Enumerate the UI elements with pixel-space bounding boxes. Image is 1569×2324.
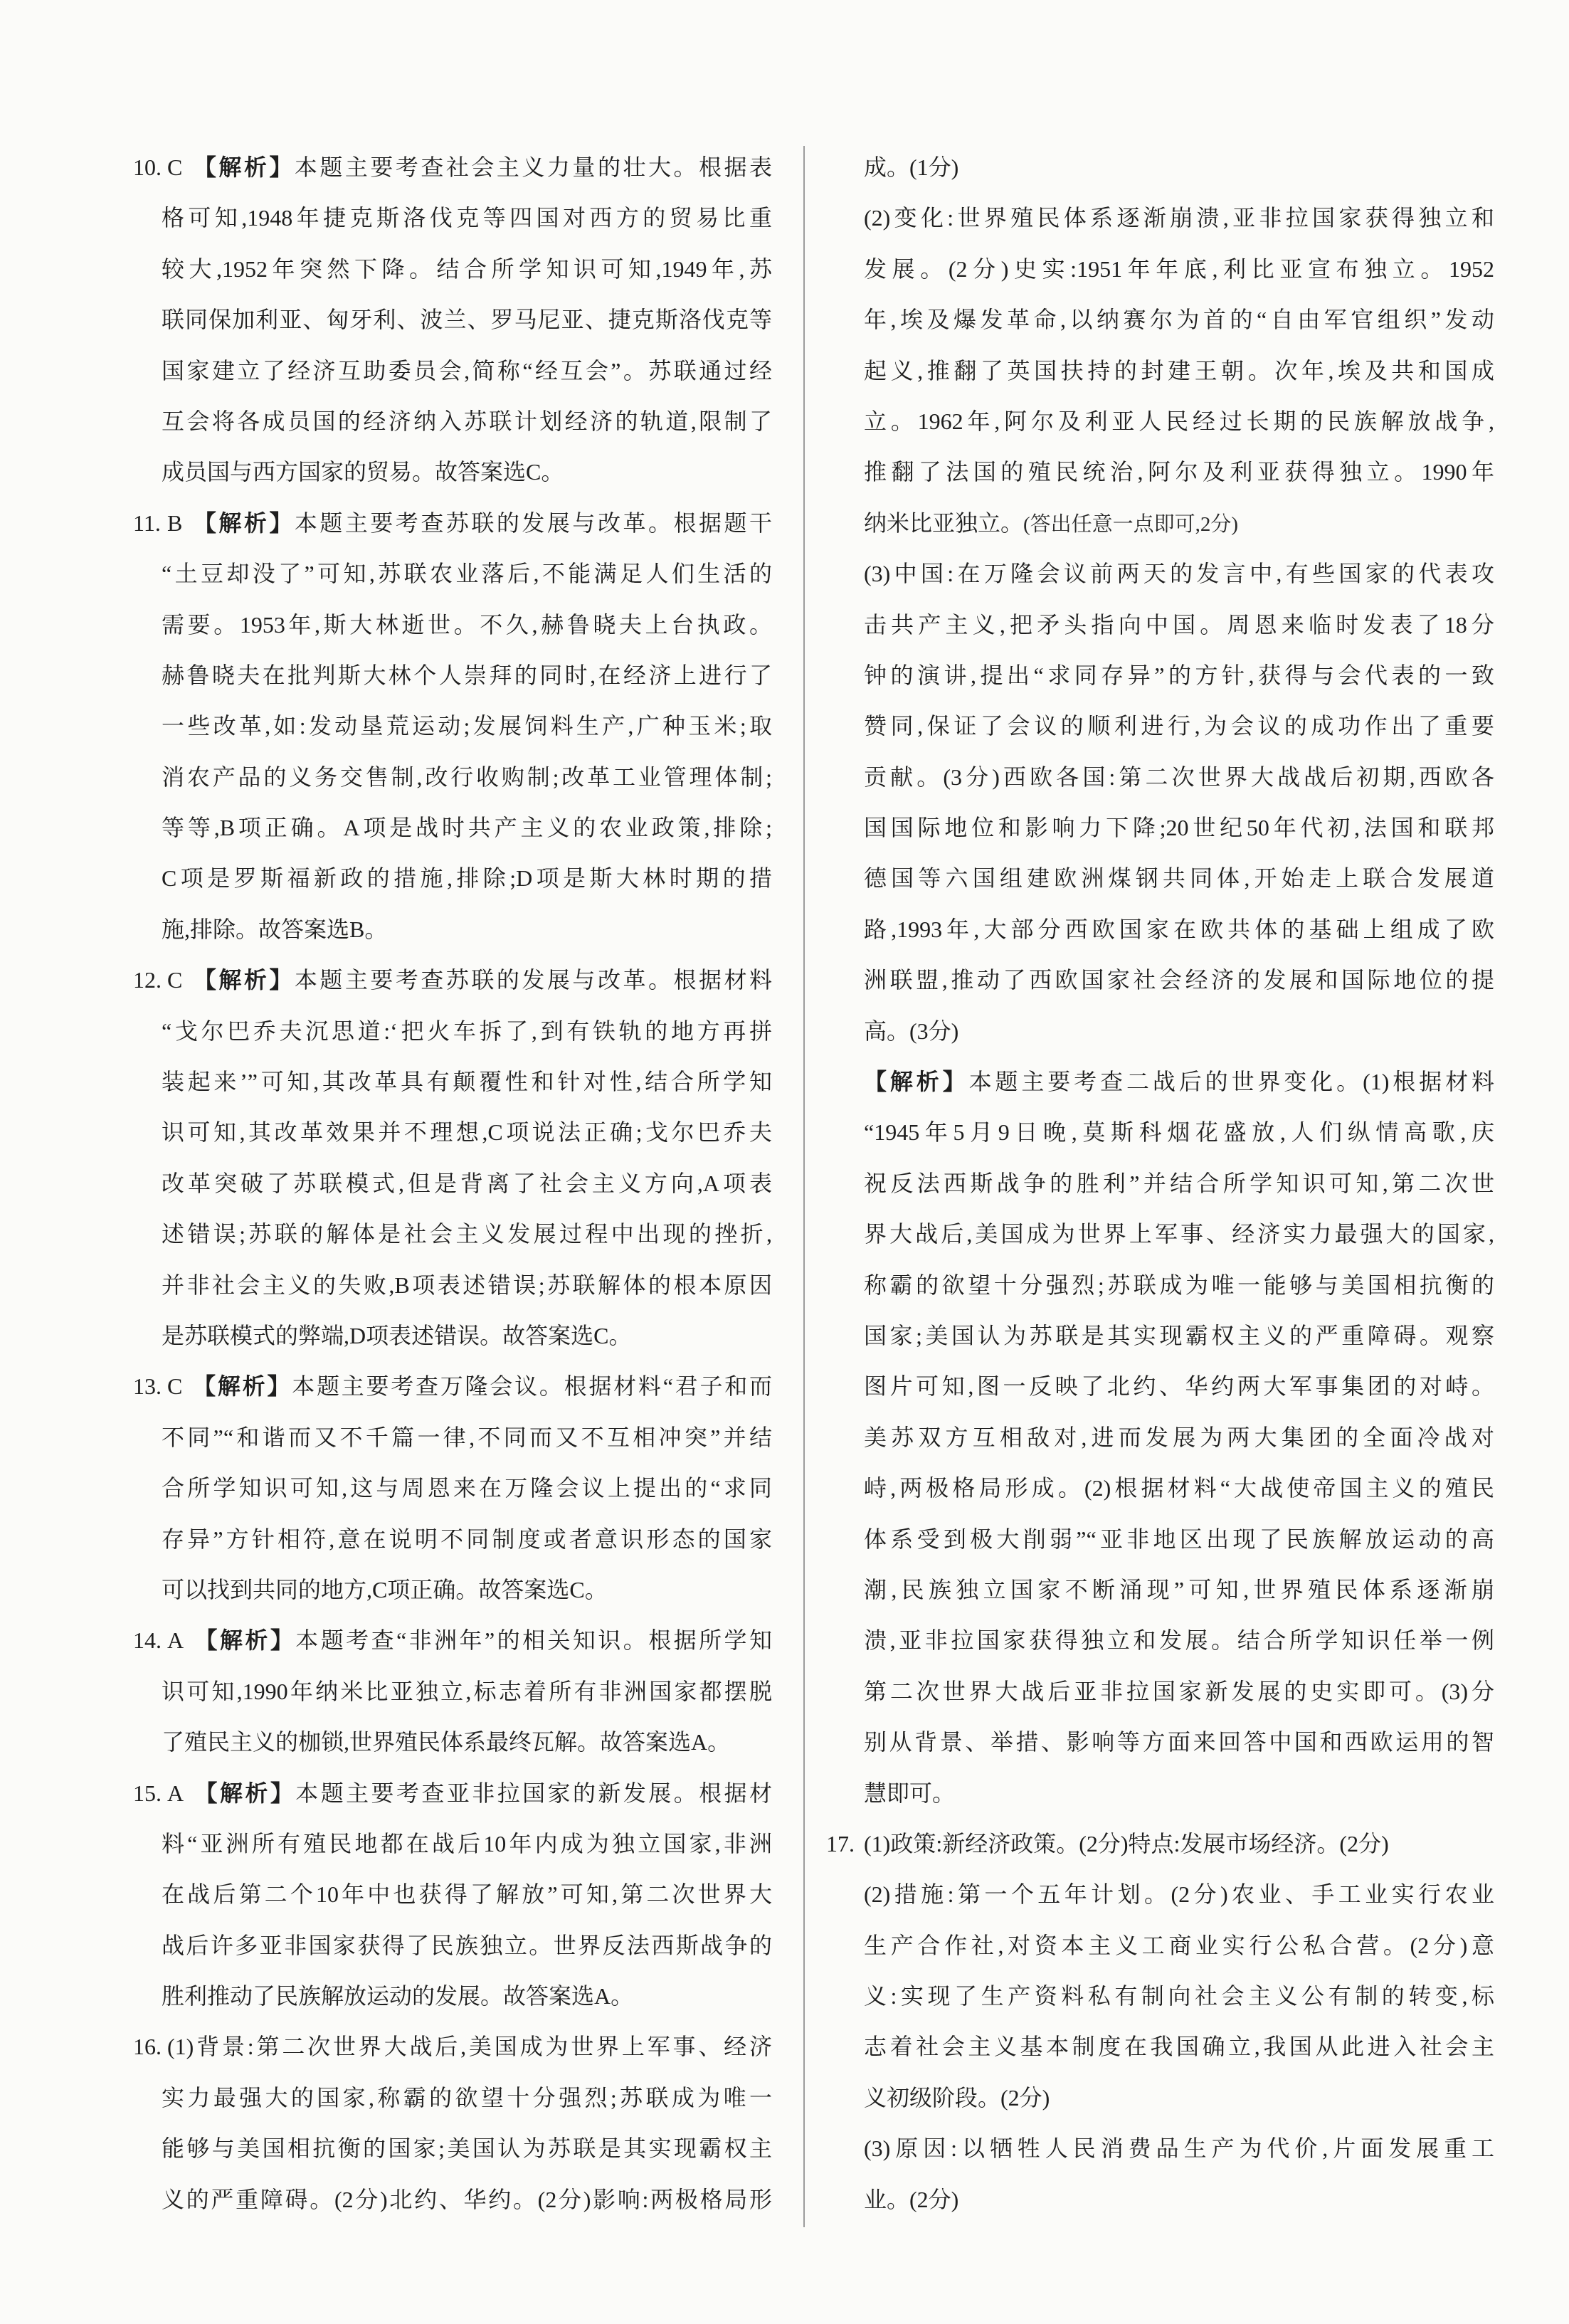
text-line [133, 498, 772, 549]
analysis-label: 【解析】 [192, 1780, 296, 1806]
line-text: 本题主要考查苏联的发展与改革。根据题干 [294, 509, 772, 536]
line-text: 可以找到共同的地方,C项正确。故答案选C。 [162, 1576, 608, 1602]
text-line [864, 1463, 1494, 1514]
line-text: 不同”“和谐而又不千篇一律,不同而又不互相冲突”并结 [162, 1424, 772, 1450]
line-text: 贡献。(3分)西欧各国:第二次世界大战战后初期,西欧各 [864, 764, 1494, 790]
text-line [864, 1107, 1494, 1158]
line-text: 赞同,保证了会议的顺利进行,为会议的成功作出了重要 [864, 713, 1494, 739]
line-text: 立。1962年,阿尔及利亚人民经过长期的民族解放战争, [864, 408, 1494, 434]
text-line [162, 2123, 772, 2174]
line-text: 联同保加利亚、匈牙利、波兰、罗马尼亚、捷克斯洛伐克等 [162, 307, 772, 333]
question-17 [826, 1819, 1494, 1869]
text-line [864, 1667, 1494, 1717]
line-text: 识可知,其改革效果并不理想,C项说法正确;戈尔巴乔夫 [162, 1119, 772, 1146]
question-10 [133, 142, 772, 498]
text-line [864, 752, 1494, 803]
line-text: 合所学知识可知,这与周恩来在万隆会议上提出的“求同 [162, 1475, 772, 1501]
line-text: 国家;美国认为苏联是其实现霸权主义的严重障碍。观察 [864, 1322, 1494, 1348]
line-text: 别从背景、举措、影响等方面来回答中国和西欧运用的智 [864, 1729, 1494, 1755]
text-line [864, 1717, 1494, 1768]
line-text: 生产合作社,对资本主义工商业实行公私合营。(2分)意 [864, 1932, 1494, 1958]
text-line [864, 1514, 1494, 1565]
text-line [162, 1565, 772, 1615]
line-text: 本题主要考查二战后的世界变化。(1)根据材料 [968, 1069, 1494, 1095]
answer-letter: C [167, 1373, 183, 1400]
text-line [864, 1921, 1494, 1971]
text-line [133, 1361, 772, 1412]
line-text: “1945年5月9日晚,莫斯科烟花盛放,人们纵情高歌,庆 [864, 1119, 1494, 1146]
line-text: 料“亚洲所有殖民地都在战后10年内成为独立国家,非洲 [162, 1830, 772, 1856]
analysis-label: 【解析】 [191, 1373, 292, 1400]
line-text: 德国等六国组建欧洲煤钢共同体,开始走上联合发展道 [864, 865, 1494, 892]
text-line [864, 2073, 1494, 2123]
text-line [826, 1819, 1494, 1869]
line-text: C项是罗斯福新政的措施,排除;D项是斯大林时期的措 [162, 865, 772, 892]
text-line [162, 1514, 772, 1565]
text-line [162, 650, 772, 701]
question-12 [133, 955, 772, 1361]
line-text: (2)措施:第一个五年计划。(2分)农业、手工业实行农业 [864, 1881, 1494, 1908]
line-text: 义初级阶段。(2分) [864, 2084, 1050, 2111]
text-line [162, 600, 772, 650]
text-line [133, 1615, 772, 1666]
text-line [162, 396, 772, 447]
line-text: 义:实现了生产资料私有制向社会主义公有制的转变,标 [864, 1983, 1494, 2009]
line-text: 称霸的欲望十分强烈;苏联成为唯一能够与美国相抗衡的 [864, 1272, 1494, 1298]
question-15 [133, 1768, 772, 2022]
line-text: 本题考查“非洲年”的相关知识。根据所学知 [295, 1627, 772, 1654]
question-14 [133, 1615, 772, 1768]
text-line [162, 701, 772, 751]
question-number: 11. [133, 509, 161, 536]
answer-letter: C [167, 967, 183, 993]
line-text: 装起来’”可知,其改革具有颠覆性和针对性,结合所学知 [162, 1069, 772, 1095]
right-column [826, 142, 1494, 2225]
text-line [864, 1869, 1494, 1920]
text-line [864, 2175, 1494, 2225]
answer-paragraph [864, 1869, 1494, 2123]
text-line [864, 346, 1494, 396]
line-text: 战后许多亚非国家获得了民族独立。世界反法西斯战争的 [162, 1932, 772, 1958]
line-text: 消农产品的义务交售制,改行收购制;改革工业管理体制; [162, 764, 772, 790]
text-line [162, 346, 772, 396]
text-line [864, 904, 1494, 955]
line-text: 业。(2分) [864, 2186, 959, 2212]
line-text: 溃,亚非拉国家获得独立和发展。结合所学知识任举一例 [864, 1627, 1494, 1654]
line-text: (3)原因:以牺牲人民消费品生产为代价,片面发展重工 [864, 2135, 1494, 2162]
text-line [864, 244, 1494, 295]
text-line [162, 295, 772, 345]
text-line [864, 2022, 1494, 2072]
text-line [864, 1768, 1494, 1819]
answer-letter: A [167, 1780, 184, 1806]
line-text: 路,1993年,大部分西欧国家在欧共体的基础上组成了欧 [864, 916, 1494, 942]
line-text: 慧即可。 [864, 1780, 956, 1806]
question-number: 12. [133, 967, 162, 993]
line-text: 赫鲁晓夫在批判斯大林个人崇拜的同时,在经济上进行了 [162, 662, 772, 688]
line-text: 国国际地位和影响力下降;20世纪50年代初,法国和联邦 [864, 815, 1494, 841]
line-text: 施,排除。故答案选B。 [162, 916, 388, 942]
answer-paragraph [864, 142, 1494, 193]
text-line [162, 752, 772, 803]
line-text: 本题主要考查亚非拉国家的新发展。根据材 [295, 1780, 772, 1806]
line-text: “土豆却没了”可知,苏联农业落后,不能满足人们生活的 [162, 561, 772, 587]
line-text: 峙,两极格局形成。(2)根据材料“大战使帝国主义的殖民 [864, 1475, 1494, 1501]
question-number: 15. [133, 1780, 162, 1806]
question-16 [133, 2022, 772, 2225]
line-text: 识可知,1990年纳米比亚独立,标志着所有非洲国家都摆脱 [162, 1678, 772, 1704]
text-line [162, 1717, 772, 1768]
line-text: 格可知,1948年捷克斯洛伐克等四国对西方的贸易比重 [162, 205, 772, 231]
line-text: 胜利推动了民族解放运动的发展。故答案选A。 [162, 1983, 634, 2009]
answer-letter: A [167, 1627, 184, 1654]
line-text: 在战后第二个10年中也获得了解放”可知,第二次世界大 [162, 1881, 772, 1908]
line-text: 界大战后,美国成为世界上军事、经济实力最强大的国家, [864, 1221, 1494, 1247]
text-line [162, 1869, 772, 1920]
line-text: 国家建立了经济互助委员会,简称“经互会”。苏联通过经 [162, 357, 772, 384]
text-line [162, 1057, 772, 1107]
text-line [162, 1006, 772, 1057]
text-line [864, 1311, 1494, 1361]
line-text: (2)变化:世界殖民体系逐渐崩溃,亚非拉国家获得独立和 [864, 205, 1494, 231]
text-line [864, 650, 1494, 701]
line-text: 一些改革,如:发动垦荒运动;发展饲料生产,广种玉米;取 [162, 713, 772, 739]
text-line [162, 904, 772, 955]
text-line [864, 193, 1494, 243]
line-text: 存异”方针相符,意在说明不同制度或者意识形态的国家 [162, 1526, 772, 1552]
line-text: 实力最强大的国家,称霸的欲望十分强烈;苏联成为唯一 [162, 2084, 772, 2111]
line-text: 成员国与西方国家的贸易。故答案选C。 [162, 459, 564, 485]
text-line [162, 803, 772, 853]
text-line [162, 2073, 772, 2123]
analysis-label: 【解析】 [191, 154, 295, 180]
answer-paragraph [864, 2123, 1494, 2225]
line-text: 美苏双方互相敌对,进而发展为两大集团的全面冷战对 [864, 1424, 1494, 1450]
text-line [864, 701, 1494, 751]
line-text: 高。(3分) [864, 1018, 959, 1044]
text-line [162, 1921, 772, 1971]
text-line [133, 955, 772, 1005]
text-line [864, 142, 1494, 193]
text-line [864, 1260, 1494, 1311]
text-line [864, 1006, 1494, 1057]
analysis-label: 【解析】 [864, 1069, 969, 1095]
text-line [162, 1209, 772, 1259]
text-line [864, 853, 1494, 904]
question-number: 16. [133, 2034, 162, 2060]
scoring-note: (答出任意一点即可,2分) [1023, 512, 1239, 536]
text-line [162, 1667, 772, 1717]
line-text: 本题主要考查社会主义力量的壮大。根据表 [294, 154, 772, 180]
text-line [864, 1361, 1494, 1412]
line-text: 互会将各成员国的经济纳入苏联计划经济的轨道,限制了 [162, 408, 772, 434]
line-text: 祝反法西斯战争的胜利”并结合所学知识可知,第二次世 [864, 1170, 1494, 1196]
text-line [162, 853, 772, 904]
text-line [162, 447, 772, 497]
line-text: 成。(1分) [864, 154, 959, 180]
line-text: 第二次世界大战后亚非拉国家新发展的史实即可。(3)分 [864, 1678, 1494, 1704]
line-text: 钟的演讲,提出“求同存异”的方针,获得与会代表的一致 [864, 662, 1494, 688]
line-text: 潮,民族独立国家不断涌现”可知,世界殖民体系逐渐崩 [864, 1576, 1494, 1602]
line-text: 改革突破了苏联模式,但是背离了社会主义方向,A项表 [162, 1170, 772, 1196]
text-line [162, 1311, 772, 1361]
column-divider [803, 146, 805, 2227]
line-text: 并非社会主义的失败,B项表述错误;苏联解体的根本原因 [162, 1272, 772, 1298]
text-line [162, 1819, 772, 1869]
line-text: 是苏联模式的弊端,D项表述错误。故答案选C。 [162, 1322, 632, 1348]
question-number: 14. [133, 1627, 162, 1654]
text-line [864, 803, 1494, 853]
text-line [864, 295, 1494, 345]
analysis-label: 【解析】 [192, 1627, 296, 1654]
line-text: 了殖民主义的枷锁,世界殖民体系最终瓦解。故答案选A。 [162, 1729, 731, 1755]
line-text: 较大,1952年突然下降。结合所学知识可知,1949年,苏 [162, 255, 772, 282]
line-text: 需要。1953年,斯大林逝世。不久,赫鲁晓夫上台执政。 [162, 611, 772, 638]
line-text: “戈尔巴乔夫沉思道:‘把火车拆了,到有铁轨的地方再拼 [162, 1018, 772, 1044]
text-line [162, 2175, 772, 2225]
text-line [162, 1107, 772, 1158]
text-line [162, 1260, 772, 1311]
line-text: 图片可知,图一反映了北约、华约两大军事集团的对峙。 [864, 1373, 1494, 1400]
text-line [162, 1158, 772, 1209]
text-line [864, 600, 1494, 650]
text-line [864, 1971, 1494, 2022]
line-text: 述错误;苏联的解体是社会主义发展过程中出现的挫折, [162, 1221, 772, 1247]
line-text: 志着社会主义基本制度在我国确立,我国从此进入社会主 [864, 2034, 1494, 2060]
line-text: 击共产主义,把矛头指向中国。周恩来临时发表了18分 [864, 611, 1494, 638]
text-line [162, 244, 772, 295]
text-line [864, 1158, 1494, 1209]
analysis-label: 【解析】 [191, 509, 295, 536]
line-text: 洲联盟,推动了西欧国家社会经济的发展和国际地位的提 [864, 967, 1494, 993]
analysis-paragraph [864, 1057, 1494, 1819]
text-line [162, 193, 772, 243]
text-line [864, 1209, 1494, 1259]
question-number: 17. [826, 1830, 855, 1856]
line-text: 义的严重障碍。(2分)北约、华约。(2分)影响:两极格局形 [162, 2186, 772, 2212]
text-line [864, 1615, 1494, 1666]
text-line [864, 1412, 1494, 1463]
line-text: 发展。(2分)史实:1951年年底,利比亚宣布独立。1952 [864, 255, 1494, 282]
answer-letter: B [167, 509, 183, 536]
text-line [133, 2022, 772, 2072]
text-line [864, 1057, 1494, 1107]
text-line [162, 1412, 772, 1463]
question-13 [133, 1361, 772, 1615]
line-text: (1)政策:新经济政策。(2分)特点:发展市场经济。(2分) [864, 1830, 1389, 1856]
text-line [864, 549, 1494, 599]
line-text: (1)背景:第二次世界大战后,美国成为世界上军事、经济 [167, 2034, 772, 2060]
text-line [864, 498, 1494, 549]
line-text: 等等,B项正确。A项是战时共产主义的农业政策,排除; [162, 815, 772, 841]
line-text: 起义,推翻了英国扶持的封建王朝。次年,埃及共和国成 [864, 357, 1494, 384]
text-line [162, 549, 772, 599]
question-number: 13. [133, 1373, 162, 1400]
line-text: 年,埃及爆发革命,以纳赛尔为首的“自由军官组织”发动 [864, 307, 1494, 333]
line-text: (3)中国:在万隆会议前两天的发言中,有些国家的代表攻 [864, 561, 1494, 587]
text-line [864, 447, 1494, 497]
line-text: 纳米比亚独立。 [864, 509, 1024, 536]
left-column [133, 142, 772, 2225]
text-line [133, 142, 772, 193]
line-text: 体系受到极大削弱”“亚非地区出现了民族解放运动的高 [864, 1526, 1494, 1552]
text-line [133, 1768, 772, 1819]
text-line [162, 1463, 772, 1514]
question-number: 10. [133, 154, 162, 180]
answer-paragraph [864, 549, 1494, 1057]
text-line [864, 396, 1494, 447]
answer-paragraph [864, 193, 1494, 549]
line-text: 本题主要考查万隆会议。根据材料“君子和而 [292, 1373, 772, 1400]
analysis-label: 【解析】 [191, 967, 295, 993]
line-text: 推翻了法国的殖民统治,阿尔及利亚获得独立。1990年 [864, 459, 1494, 485]
text-line [864, 1565, 1494, 1615]
line-text: 能够与美国相抗衡的国家;美国认为苏联是其实现霸权主 [162, 2135, 772, 2162]
line-text: 本题主要考查苏联的发展与改革。根据材料 [294, 967, 772, 993]
text-line [162, 1971, 772, 2022]
answer-letter: C [167, 154, 183, 180]
question-11 [133, 498, 772, 956]
text-line [864, 955, 1494, 1005]
text-line [864, 2123, 1494, 2174]
